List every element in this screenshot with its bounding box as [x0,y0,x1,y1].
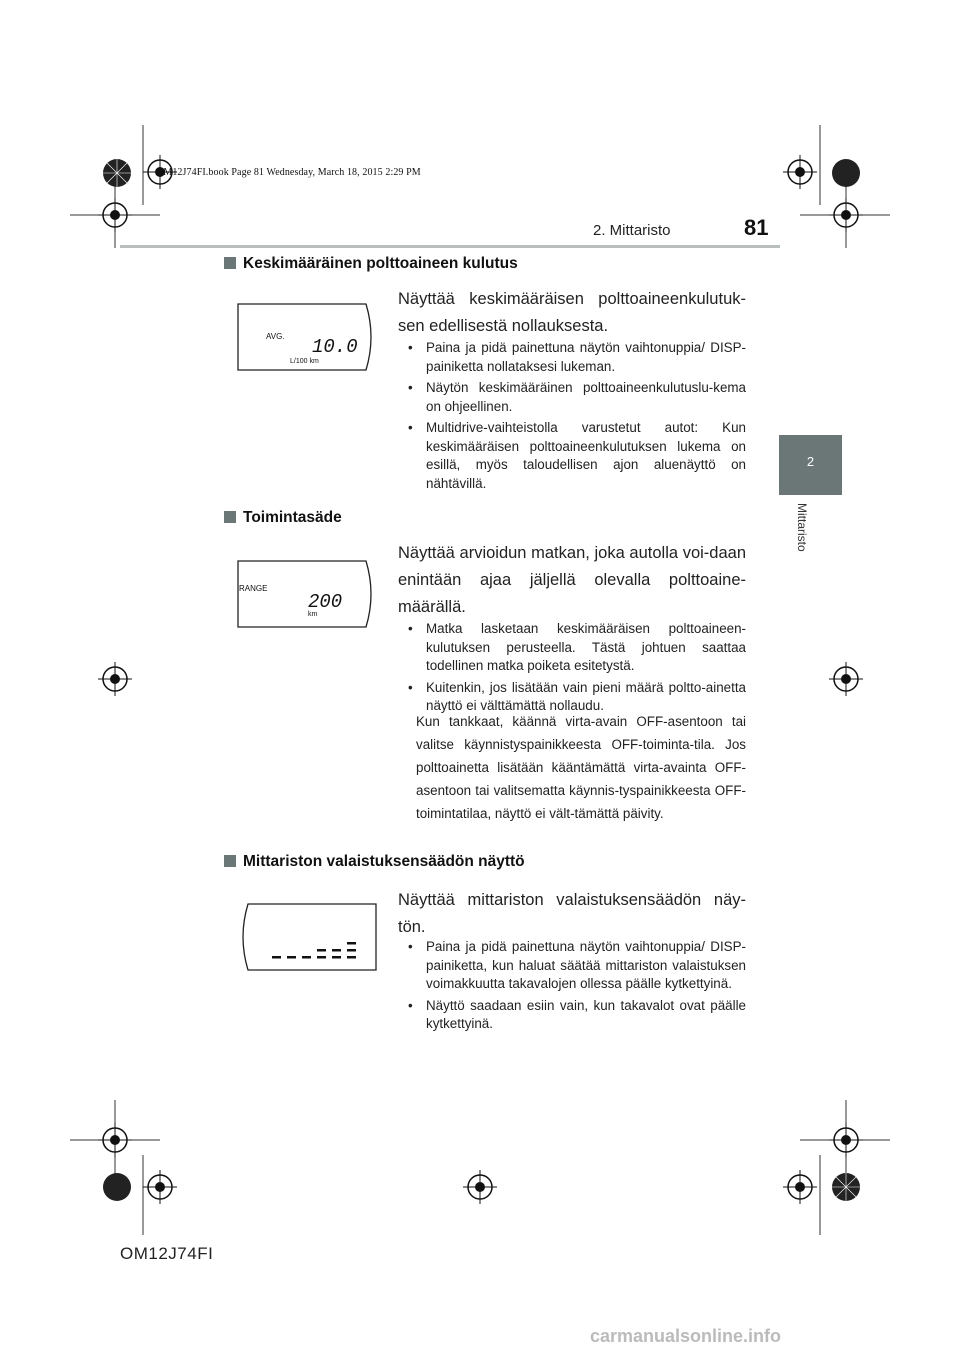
starburst-mark-tl [102,158,132,188]
chapter-tab-number: 2 [806,454,815,469]
section-2-note: Kun tankkaat, käännä virta-avain OFF-asentoon tai valitse käynnistyspainikkeesta OFF-toiminta-tila. Jos polttoainetta lisätään kääntämättä virta-avainta OFF-asentoon tai valitsematta käynnis-tyspainikkeesta OFF-toimintatilaa, näyttö ei vält-tämättä päivity. [416,714,746,821]
avg-consumption-display [236,300,378,374]
registration-target-mr [829,198,863,232]
registration-target-tr [783,155,817,189]
level-segment [347,949,356,952]
page-number: 81 [744,215,769,240]
heading-square-icon [224,855,236,867]
level-segment [287,956,296,959]
display-label-avg: AVG. [266,332,285,341]
starburst-mark-bl [102,1172,132,1202]
list-item: • Kuitenkin, jos lisätään vain pieni määrä poltto-ainetta näyttö ei välttämättä nollaudu. [398,679,746,716]
registration-target-br [829,1123,863,1157]
list-item: • Paina ja pidä painettuna näytön vaihtonuppia/ DISP-painiketta nollataksesi lukeman. [398,339,746,376]
list-item: • Multidrive-vaihteistolla varustetut autot: Kun keskimääräisen polttoaineenkulutuksen lukema on esillä, myös taloudellisen ajon aluenäyttö on nähtävillä. [398,419,746,493]
level-segment [272,956,281,959]
level-segment [302,956,311,959]
section-3-lead: Näyttää mittariston valaistuksensäädön näy-tön. [398,891,746,936]
header-rule [120,245,780,248]
level-segment [317,956,326,959]
registration-target-b1 [143,1170,177,1204]
level-segment [317,949,326,952]
illumination-display [236,900,378,974]
registration-target-b3 [783,1170,817,1204]
section-2-bullets [398,620,746,719]
heading-square-icon [224,257,236,269]
display-unit-avg: L/100 km [290,358,319,365]
list-item: • Paina ja pidä painettuna näytön vaihtonuppia/ DISP-painiketta, kun haluat säätää mittariston valaistuksen voimakkuutta takavalojen ollessa päälle kytkettyinä. [398,938,746,994]
registration-target-b2 [463,1170,497,1204]
display-label-range: RANGE [239,584,268,593]
level-segment [332,949,341,952]
section-heading-average-consumption: Keskimääräinen polttoaineen kulutus [224,255,518,273]
level-segment [332,956,341,959]
display-value-avg: 10.0 [312,336,358,358]
list-item: • Matka lasketaan keskimääräisen polttoaineen-kulutuksen perusteella. Tästä johtuen saattaa todellinen matka poiketa esitetystä. [398,620,746,676]
starburst-mark-br [831,1172,861,1202]
display-unit-range: km [308,611,318,618]
registration-target-bl [98,1123,132,1157]
section-2-lead: Näyttää arvioidun matkan, joka autolla voi-daan enintään ajaa jäljellä olevalla polttoaine-määrällä. [398,544,746,616]
heading-square-icon [224,511,236,523]
level-segment [347,942,356,945]
registration-target-right-mid [829,662,863,696]
list-item: • Näytön keskimääräinen polttoaineenkulutuslu-kema on ohjeellinen. [398,379,746,416]
registration-target-ml [98,198,132,232]
print-header: OM12J74FI.book Page 81 Wednesday, March 18, 2015 2:29 PM [156,167,421,178]
chapter-tab-label: Mittaristo [795,503,809,552]
list-item: • Näyttö saadaan esiin vain, kun takavalot ovat päälle kytkettyinä. [398,997,746,1034]
section-3-bullets [398,938,746,1037]
watermark: carmanualsonline.info [590,1326,782,1346]
range-display [236,557,378,631]
section-1-bullets [398,339,746,496]
section-heading-range: Toimintasäde [224,509,342,527]
section-heading-illumination: Mittariston valaistuksensäädön näyttö [224,853,525,871]
display-value-range: 200 [308,591,343,613]
registration-target-left-mid [98,662,132,696]
running-section-title: 2. Mittaristo [593,222,671,239]
level-segment [347,956,356,959]
section-1-lead: Näyttää keskimääräisen polttoaineenkulutuk-sen edellisestä nollauksesta. [398,290,746,335]
footer-model-code: OM12J74FI [120,1244,214,1263]
starburst-mark-tr [831,158,861,188]
